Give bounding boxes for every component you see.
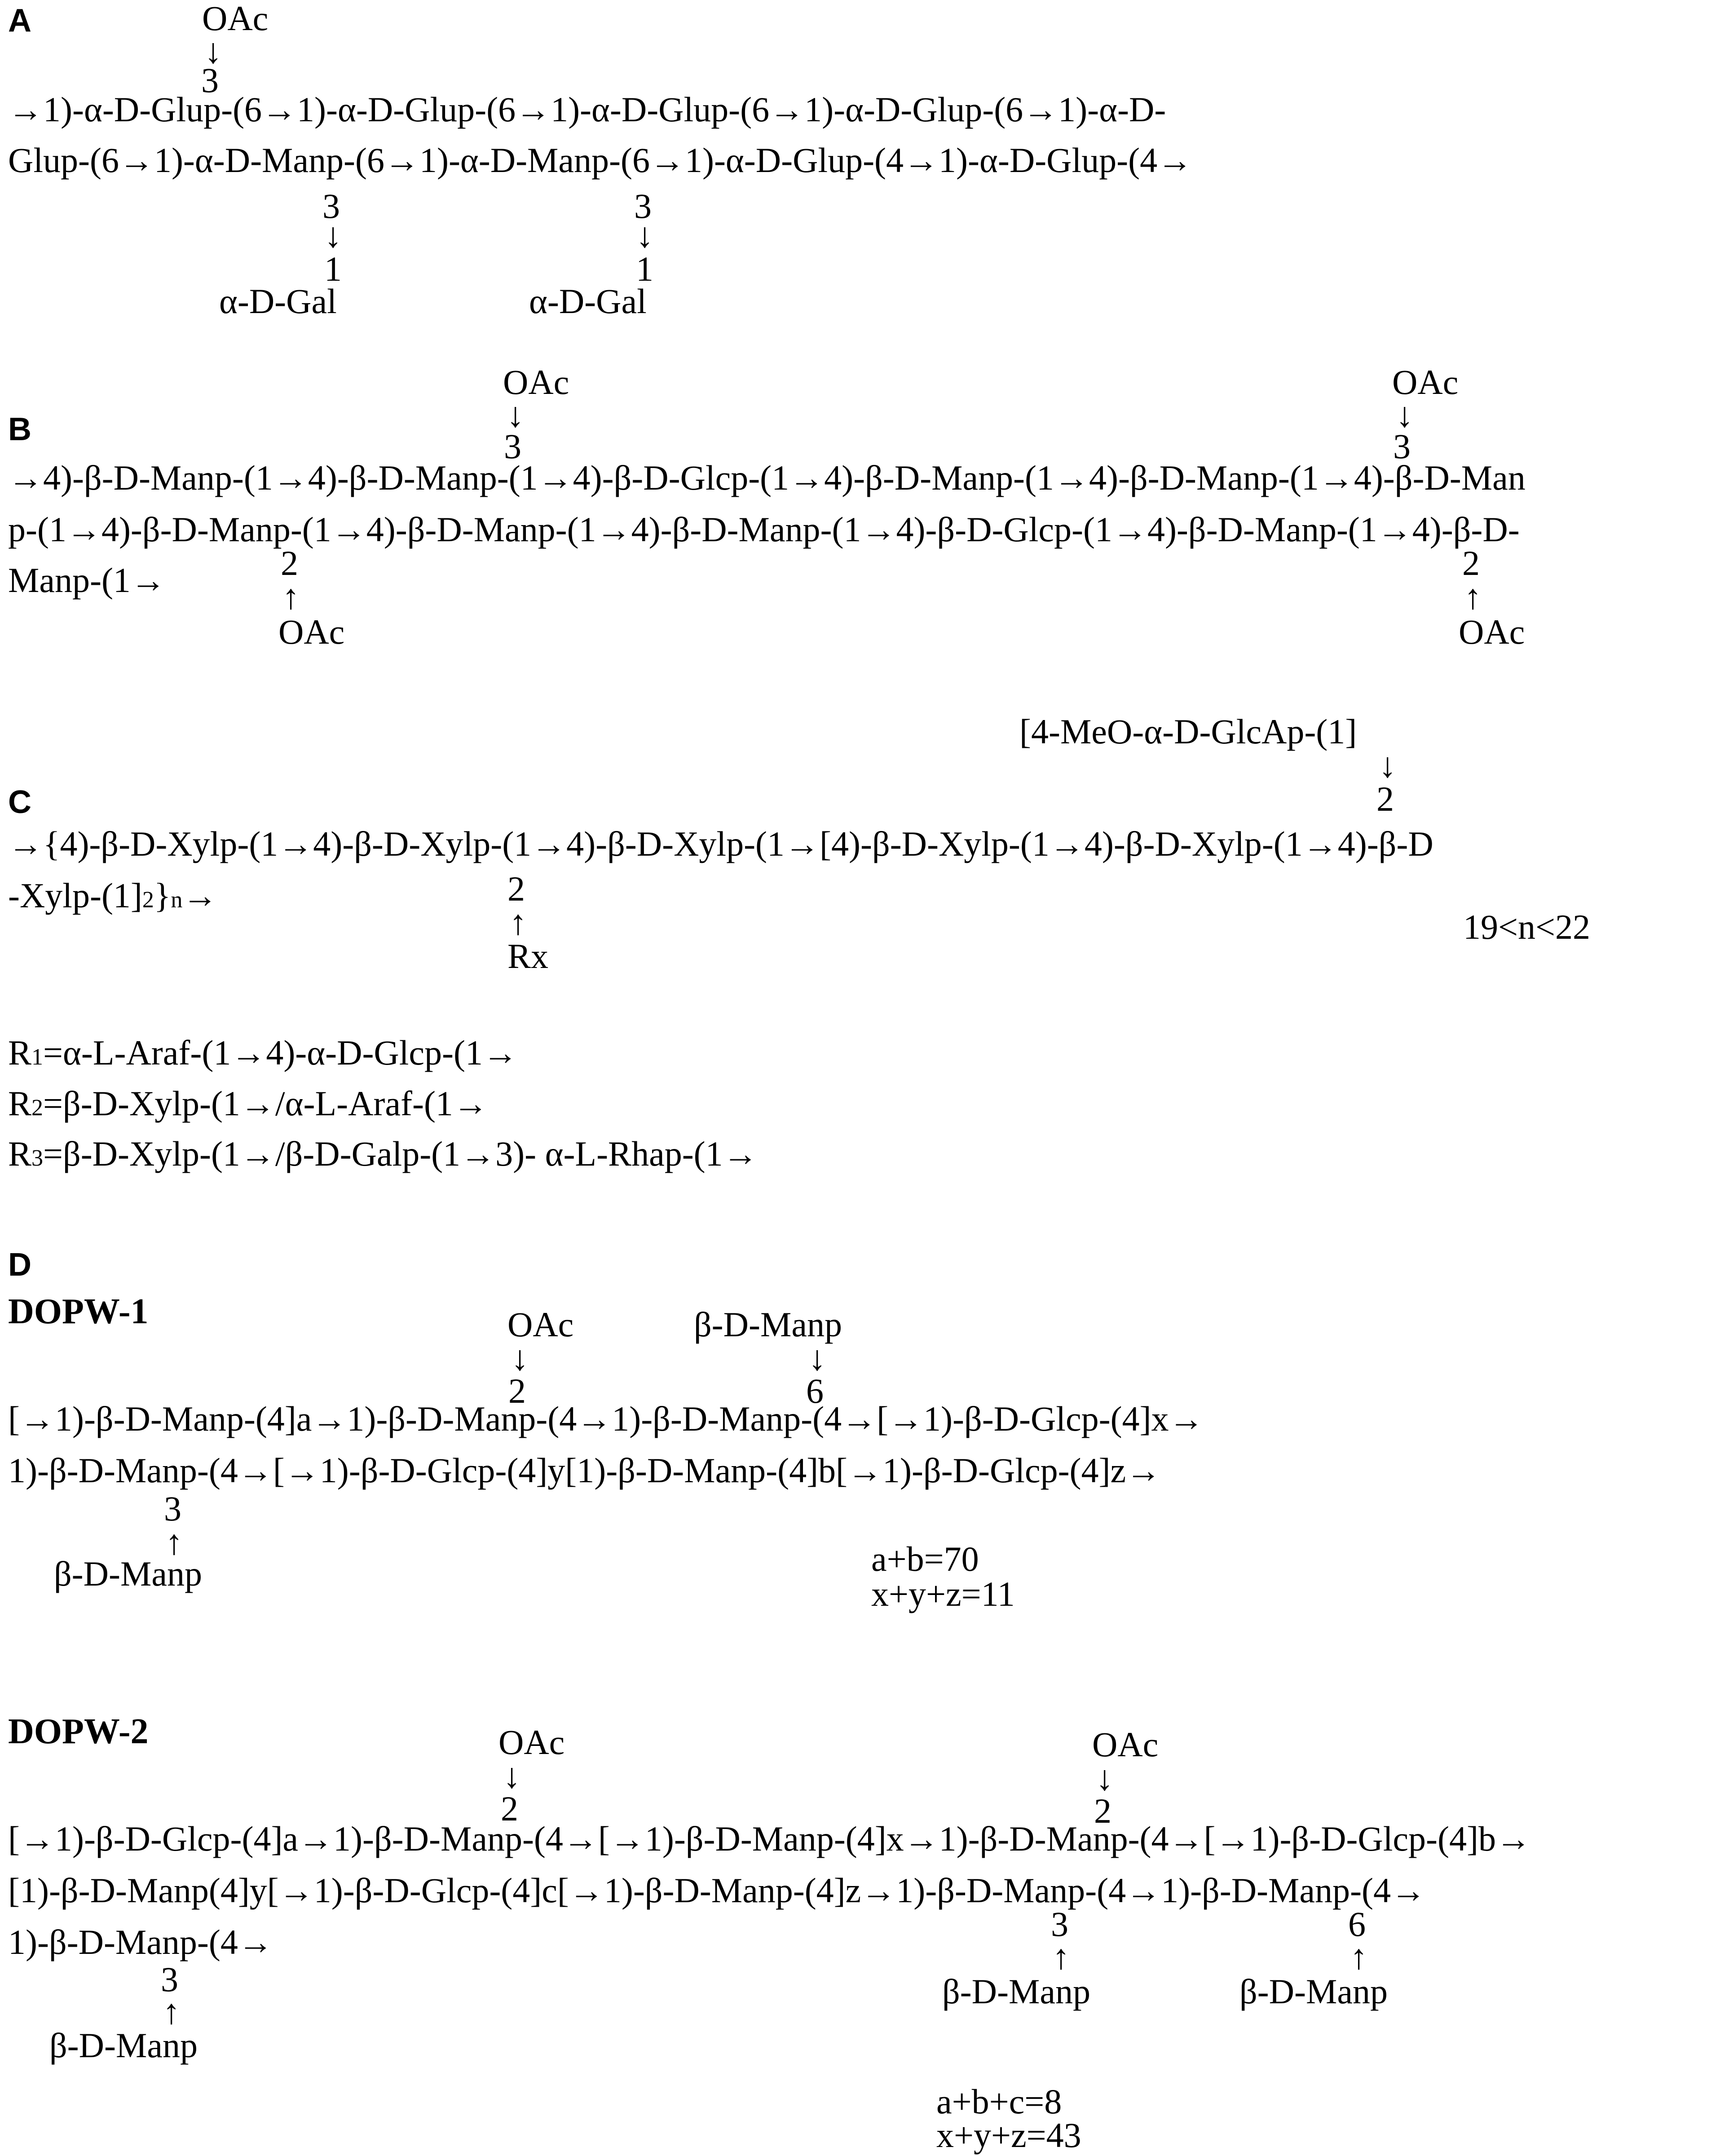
- up-arrow-icon: ↑: [1464, 577, 1482, 616]
- subscript: n: [171, 887, 183, 913]
- position-number: 3: [504, 427, 521, 466]
- position-number: 3: [322, 186, 340, 225]
- down-arrow-icon: ↓: [503, 1756, 520, 1795]
- position-number: 3: [1051, 1904, 1068, 1944]
- position-number: 6: [806, 1371, 824, 1410]
- oac-substituent: OAc: [202, 0, 269, 38]
- branch-sugar: β-D-Manp: [1239, 1972, 1388, 2011]
- oac-substituent: OAc: [278, 612, 345, 651]
- down-arrow-icon: ↓: [324, 216, 342, 255]
- down-arrow-icon: ↓: [1379, 746, 1396, 785]
- up-arrow-icon: ↑: [1052, 1937, 1070, 1976]
- branch-sugar: α-D-Gal: [219, 282, 337, 321]
- oac-substituent: OAc: [1459, 612, 1525, 651]
- constraint-equation: a+b+c=8: [936, 2082, 1062, 2121]
- constraint-equation: x+y+z=11: [871, 1574, 1015, 1613]
- oac-substituent: OAc: [498, 1723, 565, 1762]
- down-arrow-icon: ↓: [1096, 1758, 1113, 1798]
- position-number: 3: [164, 1489, 181, 1528]
- constraint-equation: x+y+z=43: [936, 2116, 1081, 2155]
- glycan-chain-line: 1)-β-D-Manp-(4→: [8, 1922, 273, 1962]
- subscript: 2: [142, 887, 154, 913]
- substituent-definition: R1=α-L-Araf-(1→4)-α-D-Glcp-(1→: [8, 1033, 518, 1072]
- oac-substituent: OAc: [1392, 362, 1459, 402]
- glycan-chain-line: →4)-β-D-Manp-(1→4)-β-D-Manp-(1→4)-β-D-Glcp-(1→4)-β-D-Manp-(1→4)-β-D-Manp-(1→4)-β-D-Man: [8, 458, 1526, 497]
- position-number: 2: [1094, 1791, 1112, 1830]
- down-arrow-icon: ↓: [808, 1339, 826, 1378]
- substituent-definition: R2=β-D-Xylp-(1→/α-L-Araf-(1→: [8, 1084, 488, 1123]
- panel-label-d: D: [8, 1247, 31, 1283]
- down-arrow-icon: ↓: [511, 1339, 529, 1378]
- glycan-chain-line: 1)-β-D-Manp-(4→[→1)-β-D-Glcp-(4]y[1)-β-D-Manp-(4]b[→1)-β-D-Glcp-(4]z→: [8, 1451, 1161, 1490]
- substituent-rx: Rx: [507, 937, 549, 976]
- oac-substituent: OAc: [1092, 1725, 1159, 1764]
- position-number: 2: [501, 1789, 518, 1828]
- structure-title: DOPW-2: [8, 1712, 149, 1751]
- repeat-range: 19<n<22: [1463, 907, 1590, 946]
- up-arrow-icon: ↑: [509, 903, 527, 942]
- branch-sugar: β-D-Manp: [54, 1554, 202, 1593]
- up-arrow-icon: ↑: [165, 1523, 183, 1562]
- glycan-chain-line: Glup-(6→1)-α-D-Manp-(6→1)-α-D-Manp-(6→1)-α-D-Glup-(4→1)-α-D-Glup-(4→: [8, 141, 1193, 180]
- branch-sugar: α-D-Gal: [529, 282, 647, 321]
- down-arrow-icon: ↓: [1396, 395, 1413, 434]
- glycan-chain-line: Manp-(1→: [8, 561, 166, 600]
- glycan-chain-line: →{4)-β-D-Xylp-(1→4)-β-D-Xylp-(1→4)-β-D-Xylp-(1→[4)-β-D-Xylp-(1→4)-β-D-Xylp-(1→4)-β-D: [8, 824, 1433, 863]
- up-arrow-icon: ↑: [282, 577, 300, 616]
- up-arrow-icon: ↑: [163, 1992, 180, 2031]
- panel-label-b: B: [8, 411, 31, 447]
- panel-label-a: A: [8, 3, 31, 39]
- chain-text: -Xylp-(1]: [8, 876, 142, 915]
- glycan-chain-line: →1)-α-D-Glup-(6→1)-α-D-Glup-(6→1)-α-D-Glup-(6→1)-α-D-Glup-(6→1)-α-D-: [8, 90, 1166, 129]
- position-number: 3: [634, 186, 652, 225]
- glycan-chain-line: [8, 878, 217, 913]
- oac-substituent: OAc: [503, 362, 569, 402]
- chain-text: }: [154, 876, 171, 915]
- position-number: 3: [161, 1960, 178, 1999]
- up-arrow-icon: ↑: [1350, 1937, 1367, 1976]
- glycan-chain-line: p-(1→4)-β-D-Manp-(1→4)-β-D-Manp-(1→4)-β-D-Manp-(1→4)-β-D-Glcp-(1→4)-β-D-Manp-(1→4)-β-D-: [8, 510, 1520, 549]
- glycan-chain-line: [1)-β-D-Manp(4]y[→1)-β-D-Glcp-(4]c[→1)-β-D-Manp-(4]z→1)-β-D-Manp-(4→1)-β-D-Manp-(4→: [8, 1871, 1426, 1910]
- glycan-chain-line: [→1)-β-D-Manp-(4]a→1)-β-D-Manp-(4→1)-β-D-Manp-(4→[→1)-β-D-Glcp-(4]x→: [8, 1399, 1204, 1438]
- branch-sugar: β-D-Manp: [694, 1305, 842, 1344]
- structure-title: DOPW-1: [8, 1292, 149, 1331]
- position-number: 1: [636, 249, 653, 288]
- position-number: 2: [508, 1371, 526, 1410]
- substituent-definition: R3=β-D-Xylp-(1→/β-D-Galp-(1→3)- α-L-Rhap-(1→: [8, 1134, 758, 1173]
- down-arrow-icon: ↓: [507, 395, 524, 434]
- down-arrow-icon: ↓: [636, 216, 653, 255]
- position-number: 3: [201, 61, 219, 100]
- branch-sugar: β-D-Manp: [49, 2026, 198, 2065]
- position-number: 2: [1376, 779, 1394, 818]
- position-number: 2: [507, 869, 525, 908]
- chain-text: →: [182, 876, 218, 915]
- position-number: 2: [281, 543, 298, 583]
- branch-sugar: β-D-Manp: [942, 1972, 1090, 2011]
- panel-label-c: C: [8, 784, 31, 820]
- down-arrow-icon: ↓: [204, 31, 222, 71]
- constraint-equation: a+b=70: [871, 1539, 979, 1578]
- position-number: 1: [324, 249, 342, 288]
- position-number: 2: [1462, 543, 1480, 583]
- glycan-chain-line: [→1)-β-D-Glcp-(4]a→1)-β-D-Manp-(4→[→1)-β-D-Manp-(4]x→1)-β-D-Manp-(4→[→1)-β-D-Glcp-(4]b→: [8, 1819, 1531, 1858]
- position-number: 6: [1348, 1904, 1366, 1944]
- position-number: 3: [1393, 427, 1411, 466]
- branch-sugar: [4-MeO-α-D-GlcAp-(1]: [1019, 712, 1357, 751]
- oac-substituent: OAc: [507, 1305, 574, 1344]
